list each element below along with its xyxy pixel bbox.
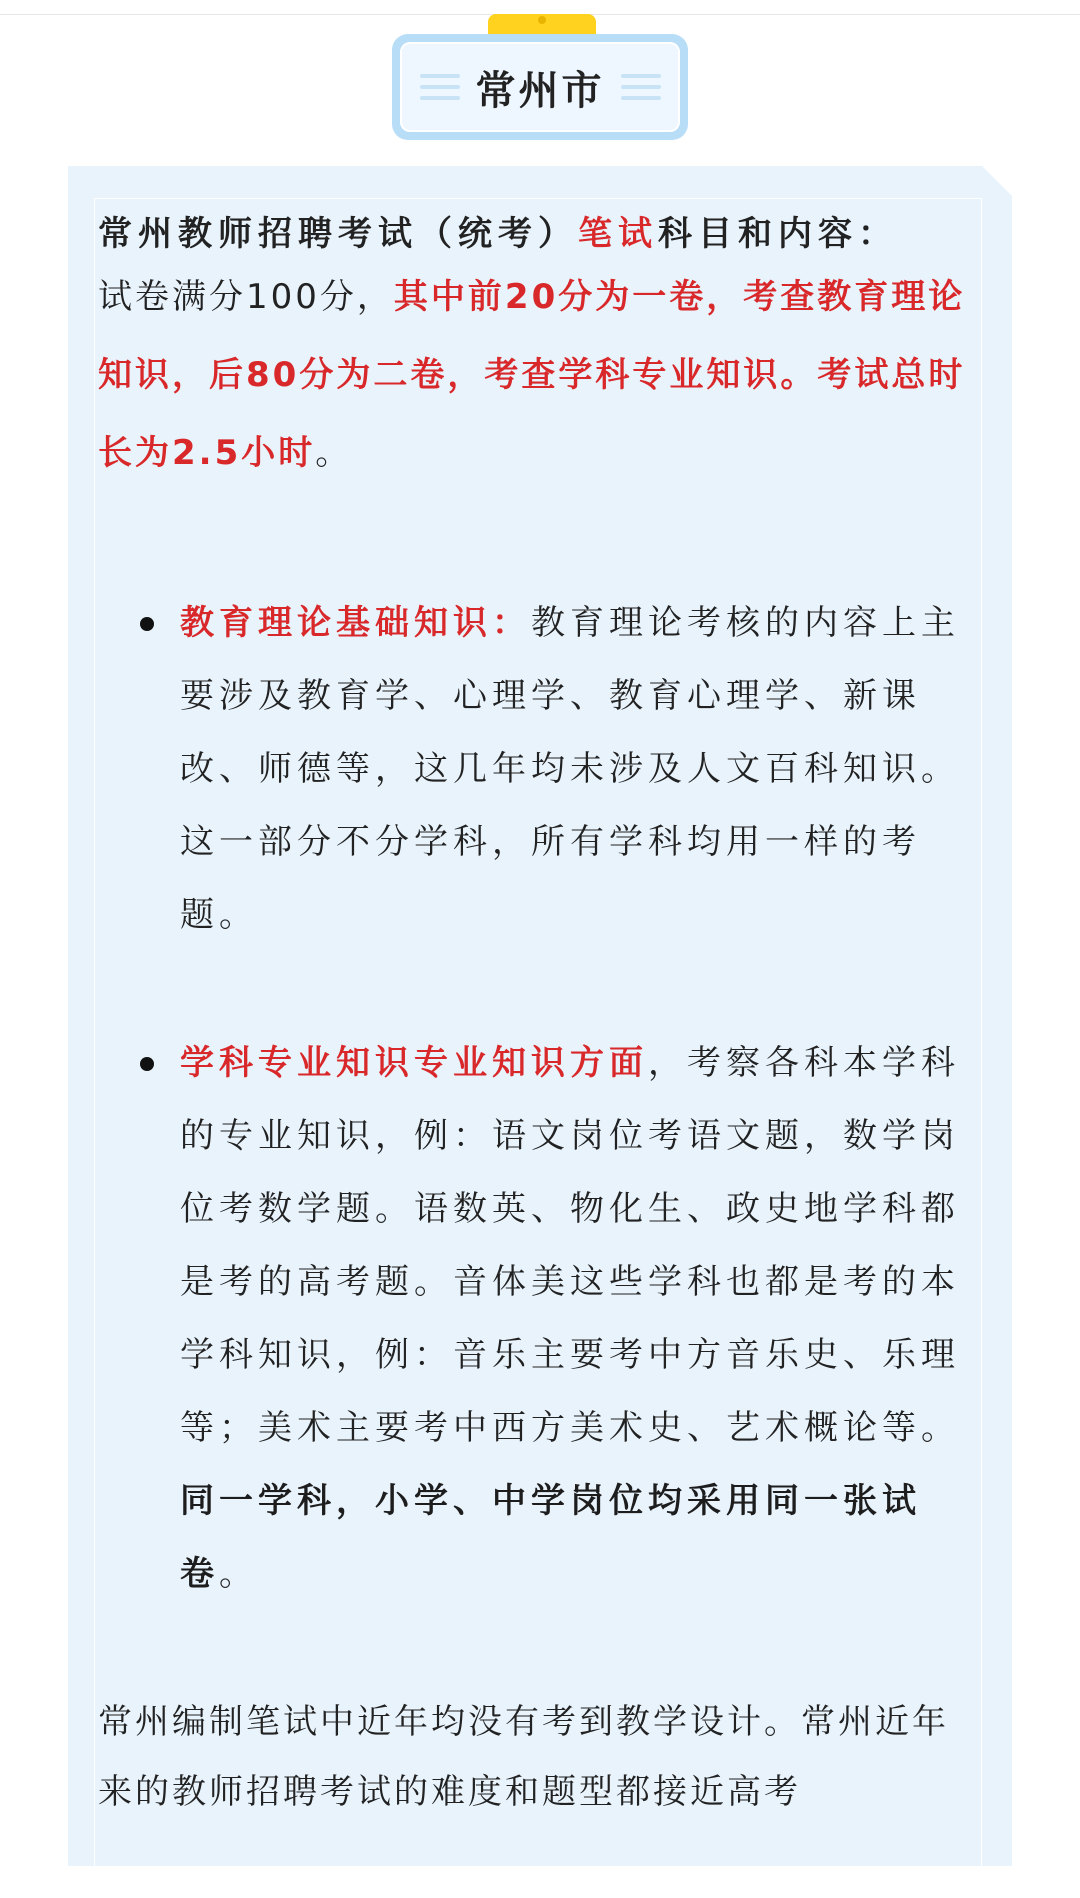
bullet-list-2 (98, 1027, 978, 1611)
badge-title: 常州市 (475, 67, 605, 114)
intro-text-end: 。 (315, 433, 353, 473)
badge-left-lines-icon (420, 74, 460, 100)
intro-heading-highlight: 笔试 (578, 214, 658, 254)
list-item (98, 587, 978, 952)
bullet-label: 教育理论基础知识： (180, 603, 531, 643)
intro-heading: 常州教师招聘考试（统考）笔试科目和内容： (98, 214, 898, 254)
badge-inner (400, 42, 680, 132)
closing-paragraph: 常州编制笔试中近年均没有考到教学设计。常州近年来的教师招聘考试的难度和题型都接近高考 (98, 1702, 949, 1812)
bullet-end: 。 (219, 1554, 258, 1594)
intro-paragraph (98, 210, 978, 492)
bullet-dot-icon (140, 1057, 154, 1071)
bullet-text: 教育理论考核的内容上主要涉及教育学、心理学、教育心理学、新课改、师德等，这几年均未涉及人文百科知识。这一部分不分学科，所有学科均用一样的考题。 (180, 603, 960, 935)
bullet-list-1 (98, 587, 978, 952)
bullet-dot-icon (140, 617, 154, 631)
title-badge (392, 14, 688, 140)
intro-red-text: 其中前20分为一卷，考查教育理论知识，后80分为二卷，考查学科专业知识。考试总时长为2.5小时 (98, 277, 966, 473)
bullet-label: 学科专业知识专业知识方面 (180, 1043, 648, 1083)
bullet-text: ，考察各科本学科的专业知识，例：语文岗位考语文题，数学岗位考数学题。语数英、物化生、政史地学科都是考的高考题。音体美这些学科也都是考的本学科知识，例：音乐主要考中方音乐史、乐理等；美术主要考中西方美术史、艺术概论等。 (180, 1043, 960, 1448)
bullet-bold-text: 同一学科，小学、中学岗位均采用同一张试卷 (180, 1481, 921, 1594)
badge-right-lines-icon (621, 74, 661, 100)
intro-text-start: 试卷满分100分， (98, 277, 394, 317)
list-item (98, 1027, 978, 1611)
badge-frame (392, 34, 688, 140)
